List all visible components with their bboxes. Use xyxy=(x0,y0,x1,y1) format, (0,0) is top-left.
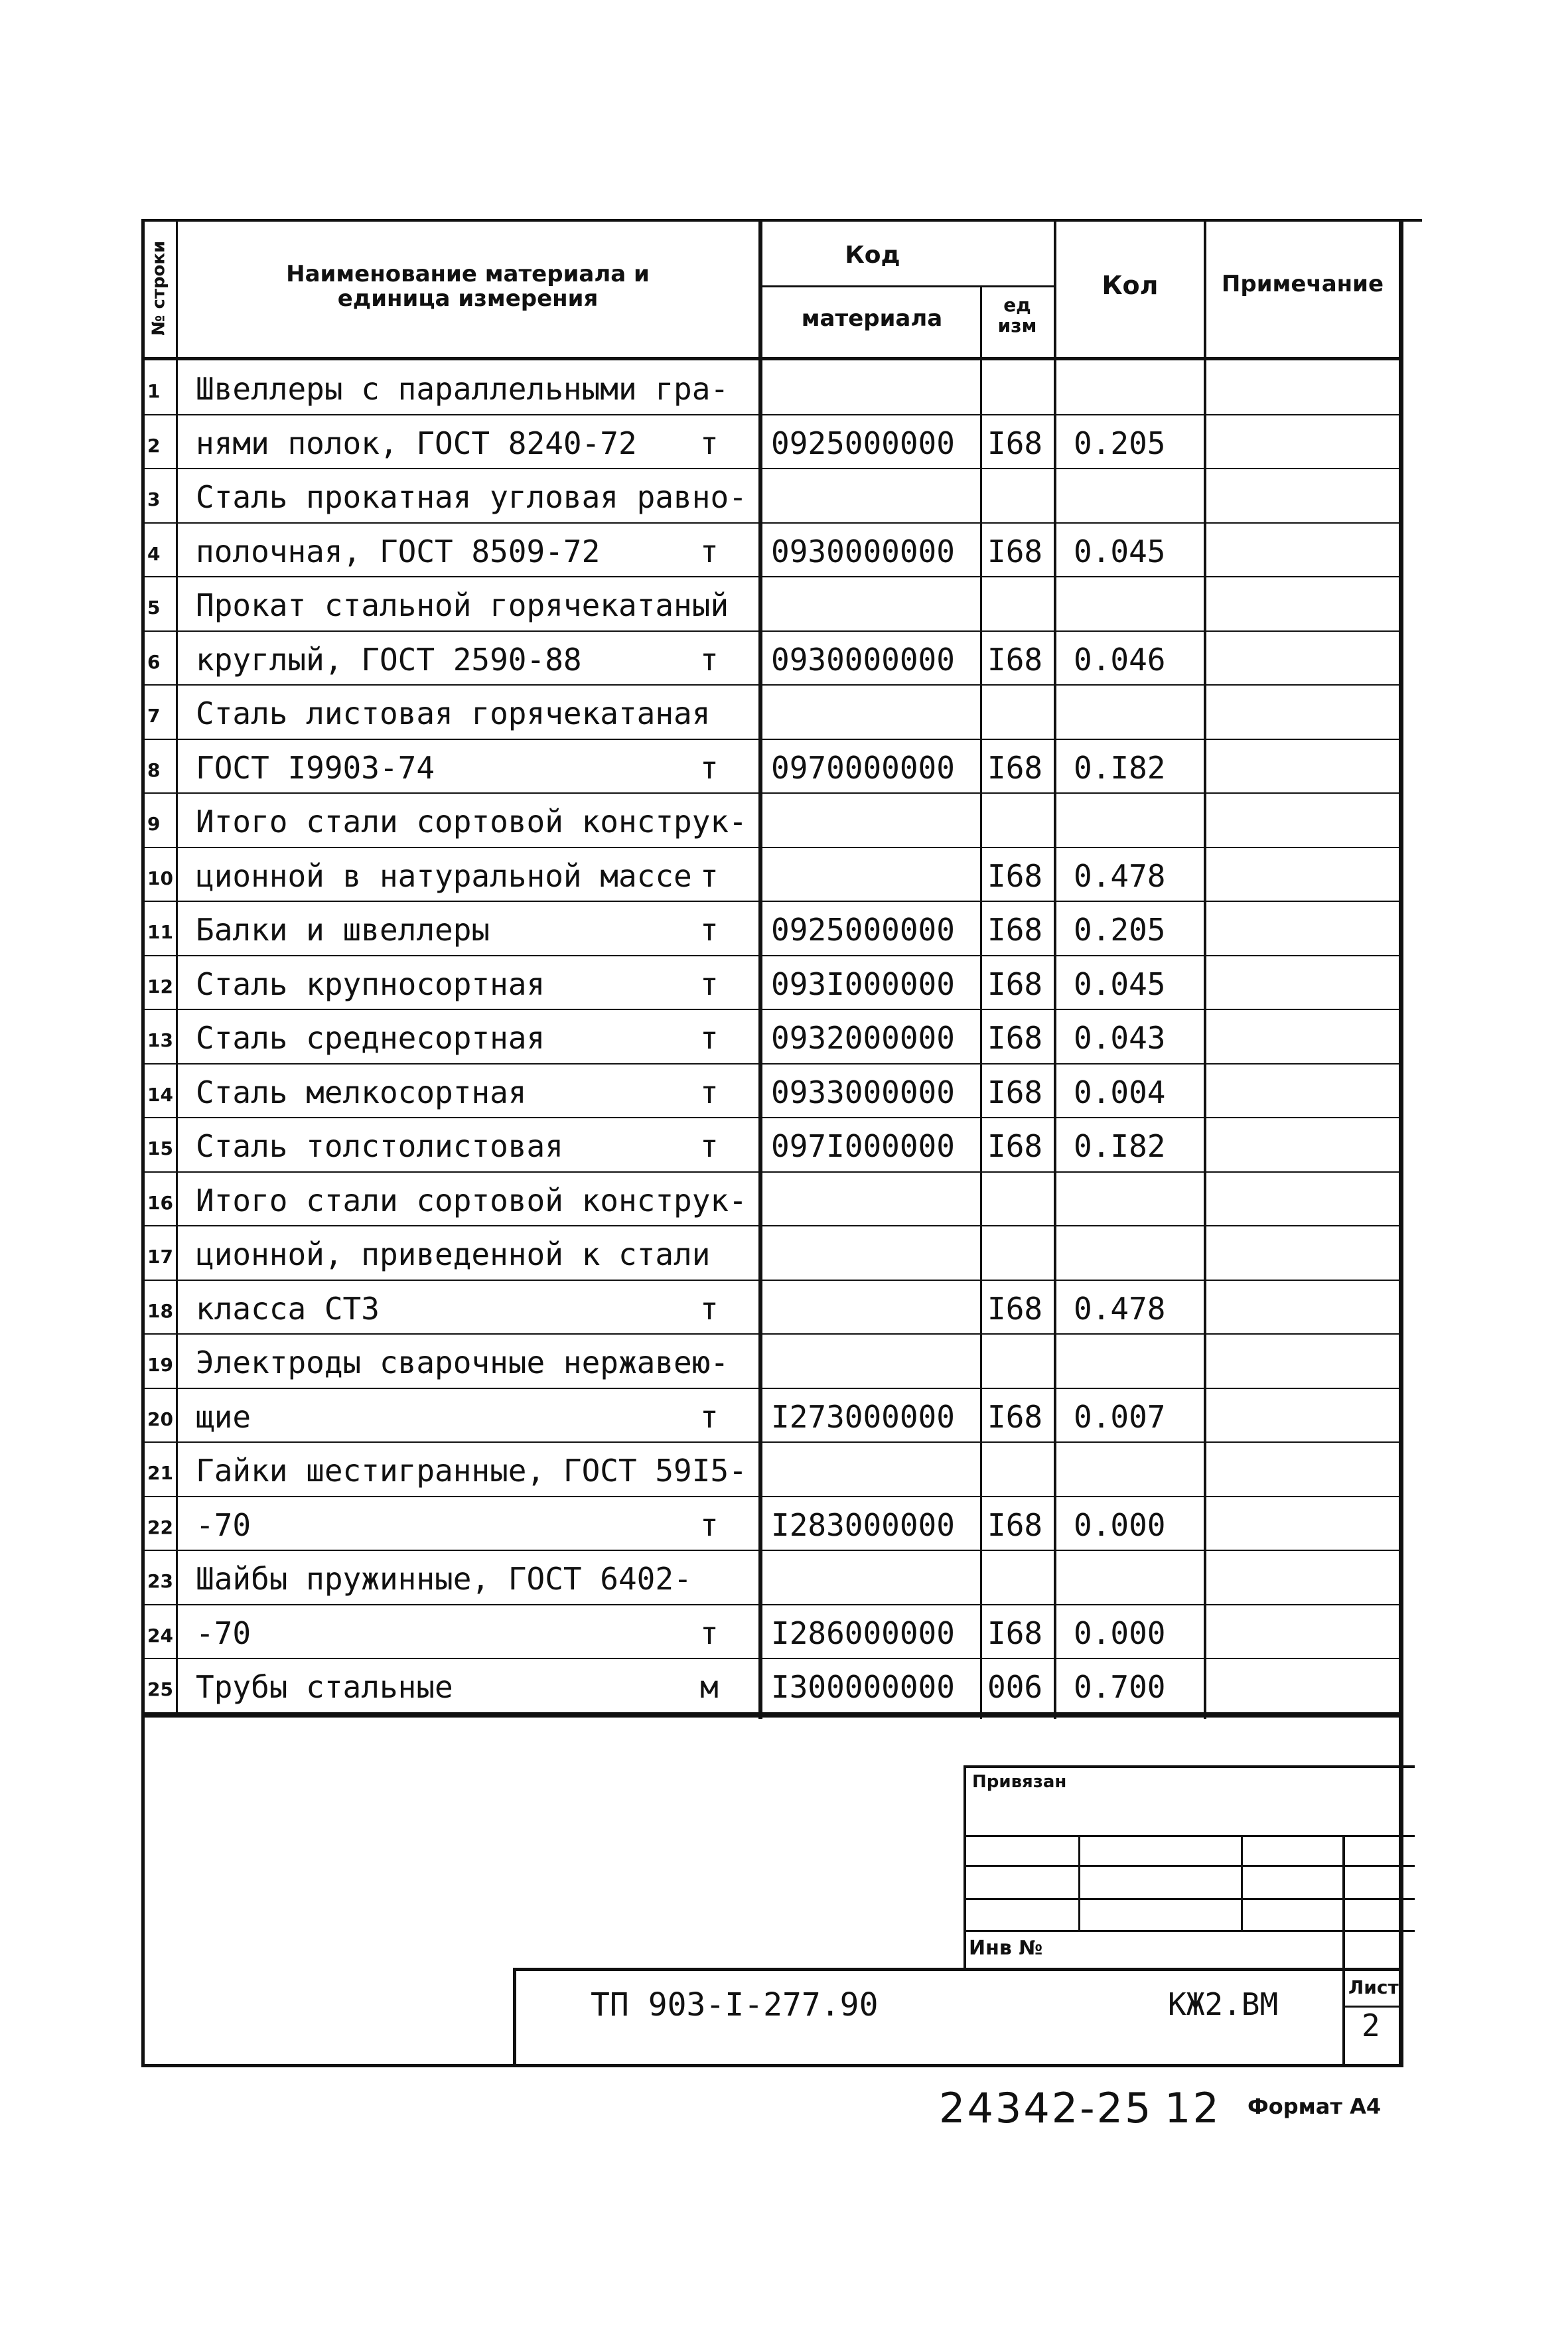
row-qty: 0.700 xyxy=(1074,1669,1166,1705)
stamp-inv: Инв № xyxy=(969,1937,1043,1960)
row-divider xyxy=(141,1117,1402,1118)
row-name: Сталь толстолистовая xyxy=(196,1128,563,1164)
header-unit: ед изм xyxy=(997,294,1037,336)
row-qty: 0.045 xyxy=(1074,533,1166,569)
row-number: 16 xyxy=(147,1191,173,1214)
row-unit-code: I68 xyxy=(987,1128,1043,1164)
header-name: Наименование материала и единица измерения xyxy=(286,261,650,313)
row-divider xyxy=(141,1496,1402,1497)
row-qty: 0.478 xyxy=(1074,857,1166,894)
row-unit-letter: т xyxy=(700,749,719,786)
row-number: 11 xyxy=(147,921,173,943)
row-name: Сталь мелкосортная xyxy=(196,1074,527,1110)
row-unit-letter: т xyxy=(700,1020,719,1056)
row-unit-letter: м xyxy=(700,1669,719,1705)
row-divider xyxy=(141,1441,1402,1443)
row-qty: 0.000 xyxy=(1074,1507,1166,1543)
row-qty: 0.043 xyxy=(1074,1020,1166,1056)
stamp-privyazan: Привязан xyxy=(972,1772,1067,1792)
row-unit-letter: т xyxy=(700,966,719,1002)
row-number: 25 xyxy=(147,1678,173,1700)
row-qty: 0.000 xyxy=(1074,1615,1166,1651)
row-divider xyxy=(141,1063,1402,1065)
row-material-code: 0925000000 xyxy=(771,425,955,461)
row-name: Швеллеры с параллельными гра- xyxy=(196,371,729,407)
row-divider xyxy=(141,1550,1402,1551)
row-unit-letter: т xyxy=(700,1398,719,1435)
row-unit-letter: т xyxy=(700,641,719,678)
row-number: 22 xyxy=(147,1516,173,1538)
row-name: ционной в натуральной массе xyxy=(196,857,692,894)
row-number: 20 xyxy=(147,1408,173,1430)
stamp-sheet-label: Лист xyxy=(1348,1976,1399,1998)
row-number: 1 xyxy=(147,380,161,402)
row-unit-letter: т xyxy=(700,1290,719,1327)
row-divider xyxy=(141,792,1402,794)
row-name: Балки и швеллеры xyxy=(196,912,490,948)
row-qty: 0.205 xyxy=(1074,912,1166,948)
row-qty: 0.I82 xyxy=(1074,1128,1166,1164)
row-name: Сталь листовая горячекатаная xyxy=(196,696,711,731)
row-divider xyxy=(141,684,1402,686)
row-number: 3 xyxy=(147,488,161,510)
row-unit-code: I68 xyxy=(987,1398,1043,1435)
row-number: 12 xyxy=(147,975,173,997)
row-divider xyxy=(141,1280,1402,1281)
row-unit-code: I68 xyxy=(987,1074,1043,1110)
row-unit-letter: т xyxy=(700,912,719,948)
row-name: -70 xyxy=(196,1615,251,1651)
row-number: 15 xyxy=(147,1138,173,1159)
row-name: -70 xyxy=(196,1507,251,1543)
row-unit-code: I68 xyxy=(987,1290,1043,1327)
row-material-code: 0925000000 xyxy=(771,912,955,948)
row-qty: 0.046 xyxy=(1074,641,1166,678)
row-divider xyxy=(141,1712,1402,1714)
row-name: Шайбы пружинные, ГОСТ 6402- xyxy=(196,1561,692,1597)
row-number: 10 xyxy=(147,867,173,889)
row-number: 19 xyxy=(147,1354,173,1376)
row-unit-letter: т xyxy=(700,533,719,569)
row-unit-letter: т xyxy=(700,425,719,461)
row-divider xyxy=(141,1333,1402,1335)
row-unit-code: I68 xyxy=(987,1507,1043,1543)
row-qty: 0.205 xyxy=(1074,425,1166,461)
row-qty: 0.007 xyxy=(1074,1398,1166,1435)
row-name: Электроды сварочные нержавею- xyxy=(196,1345,729,1380)
header-qty: Кол xyxy=(1102,271,1159,300)
row-material-code: 0932000000 xyxy=(771,1020,955,1056)
row-divider xyxy=(141,1658,1402,1659)
row-unit-letter: т xyxy=(700,857,719,894)
row-number: 4 xyxy=(147,542,161,565)
row-name: Итого стали сортовой конструк- xyxy=(196,804,747,840)
row-name: круглый, ГОСТ 2590-88 xyxy=(196,641,582,678)
row-name: Сталь среднесортная xyxy=(196,1020,545,1056)
row-divider xyxy=(141,630,1402,632)
row-number: 7 xyxy=(147,705,161,727)
row-number: 18 xyxy=(147,1299,173,1322)
row-unit-letter: т xyxy=(700,1074,719,1110)
footer-handwritten-number: 24342-25 xyxy=(939,2084,1153,2132)
header-material: материала xyxy=(801,305,943,332)
row-number: 8 xyxy=(147,759,161,781)
row-number: 6 xyxy=(147,650,161,673)
header-note: Примечание xyxy=(1221,271,1384,297)
row-material-code: I286000000 xyxy=(771,1615,955,1651)
row-divider xyxy=(141,468,1402,469)
row-divider xyxy=(141,576,1402,577)
row-name: Прокат стальной горячекатаный xyxy=(196,587,729,623)
row-material-code: 0930000000 xyxy=(771,641,955,678)
row-material-code: 0930000000 xyxy=(771,533,955,569)
row-unit-code: 006 xyxy=(987,1669,1043,1705)
footer-page: 12 xyxy=(1165,2084,1221,2132)
row-unit-letter: т xyxy=(700,1507,719,1543)
row-unit-code: I68 xyxy=(987,641,1043,678)
row-unit-code: I68 xyxy=(987,912,1043,948)
row-unit-code: I68 xyxy=(987,857,1043,894)
row-divider xyxy=(141,1009,1402,1010)
stamp-doc-code: КЖ2.ВМ xyxy=(1168,1986,1279,2022)
row-unit-code: I68 xyxy=(987,966,1043,1002)
row-material-code: 0970000000 xyxy=(771,749,955,786)
row-number: 2 xyxy=(147,434,161,457)
row-name: Сталь крупносортная xyxy=(196,966,545,1002)
row-divider xyxy=(141,1604,1402,1605)
row-material-code: 097I000000 xyxy=(771,1128,955,1164)
row-number: 9 xyxy=(147,813,161,835)
row-name: Итого стали сортовой конструк- xyxy=(196,1182,747,1218)
row-qty: 0.004 xyxy=(1074,1074,1166,1110)
row-number: 24 xyxy=(147,1624,173,1647)
row-name: класса СТ3 xyxy=(196,1290,380,1327)
row-number: 5 xyxy=(147,597,161,619)
row-name: полочная, ГОСТ 8509-72 xyxy=(196,533,601,569)
row-unit-letter: т xyxy=(700,1128,719,1164)
row-qty: 0.I82 xyxy=(1074,749,1166,786)
row-unit-letter: т xyxy=(700,1615,719,1651)
row-material-code: 0933000000 xyxy=(771,1074,955,1110)
row-name: щие xyxy=(196,1398,251,1435)
row-number: 17 xyxy=(147,1246,173,1268)
row-divider xyxy=(141,901,1402,902)
row-name: Гайки шестигранные, ГОСТ 59I5- xyxy=(196,1453,747,1489)
row-unit-code: I68 xyxy=(987,533,1043,569)
row-divider xyxy=(141,739,1402,740)
row-qty: 0.478 xyxy=(1074,1290,1166,1327)
row-divider xyxy=(141,1225,1402,1226)
footer-format: Формат А4 xyxy=(1247,2094,1382,2119)
row-name: Трубы стальные xyxy=(196,1669,453,1705)
row-divider xyxy=(141,522,1402,524)
row-name: нями полок, ГОСТ 8240-72 xyxy=(196,425,637,461)
row-qty: 0.045 xyxy=(1074,966,1166,1002)
row-divider xyxy=(141,414,1402,415)
row-unit-code: I68 xyxy=(987,1615,1043,1651)
row-unit-code: I68 xyxy=(987,425,1043,461)
row-material-code: I300000000 xyxy=(771,1669,955,1705)
header-row-no: № строки xyxy=(149,240,169,336)
header-code: Код xyxy=(845,242,900,269)
stamp-sheet-number: 2 xyxy=(1362,2008,1380,2043)
row-material-code: I283000000 xyxy=(771,1507,955,1543)
row-name: ционной, приведенной к стали xyxy=(196,1236,711,1272)
row-name: Сталь прокатная угловая равно- xyxy=(196,479,747,515)
row-material-code: I273000000 xyxy=(771,1398,955,1435)
row-number: 23 xyxy=(147,1570,173,1592)
row-divider xyxy=(141,1388,1402,1389)
stamp-doc-number: ТП 903-I-277.90 xyxy=(591,1986,879,2023)
row-number: 14 xyxy=(147,1083,173,1106)
row-number: 13 xyxy=(147,1029,173,1051)
row-unit-code: I68 xyxy=(987,1020,1043,1056)
row-divider xyxy=(141,1171,1402,1173)
row-unit-code: I68 xyxy=(987,749,1043,786)
row-name: ГОСТ I9903-74 xyxy=(196,749,435,786)
row-number: 21 xyxy=(147,1462,173,1484)
row-material-code: 093I000000 xyxy=(771,966,955,1002)
row-divider xyxy=(141,847,1402,848)
row-divider xyxy=(141,955,1402,956)
